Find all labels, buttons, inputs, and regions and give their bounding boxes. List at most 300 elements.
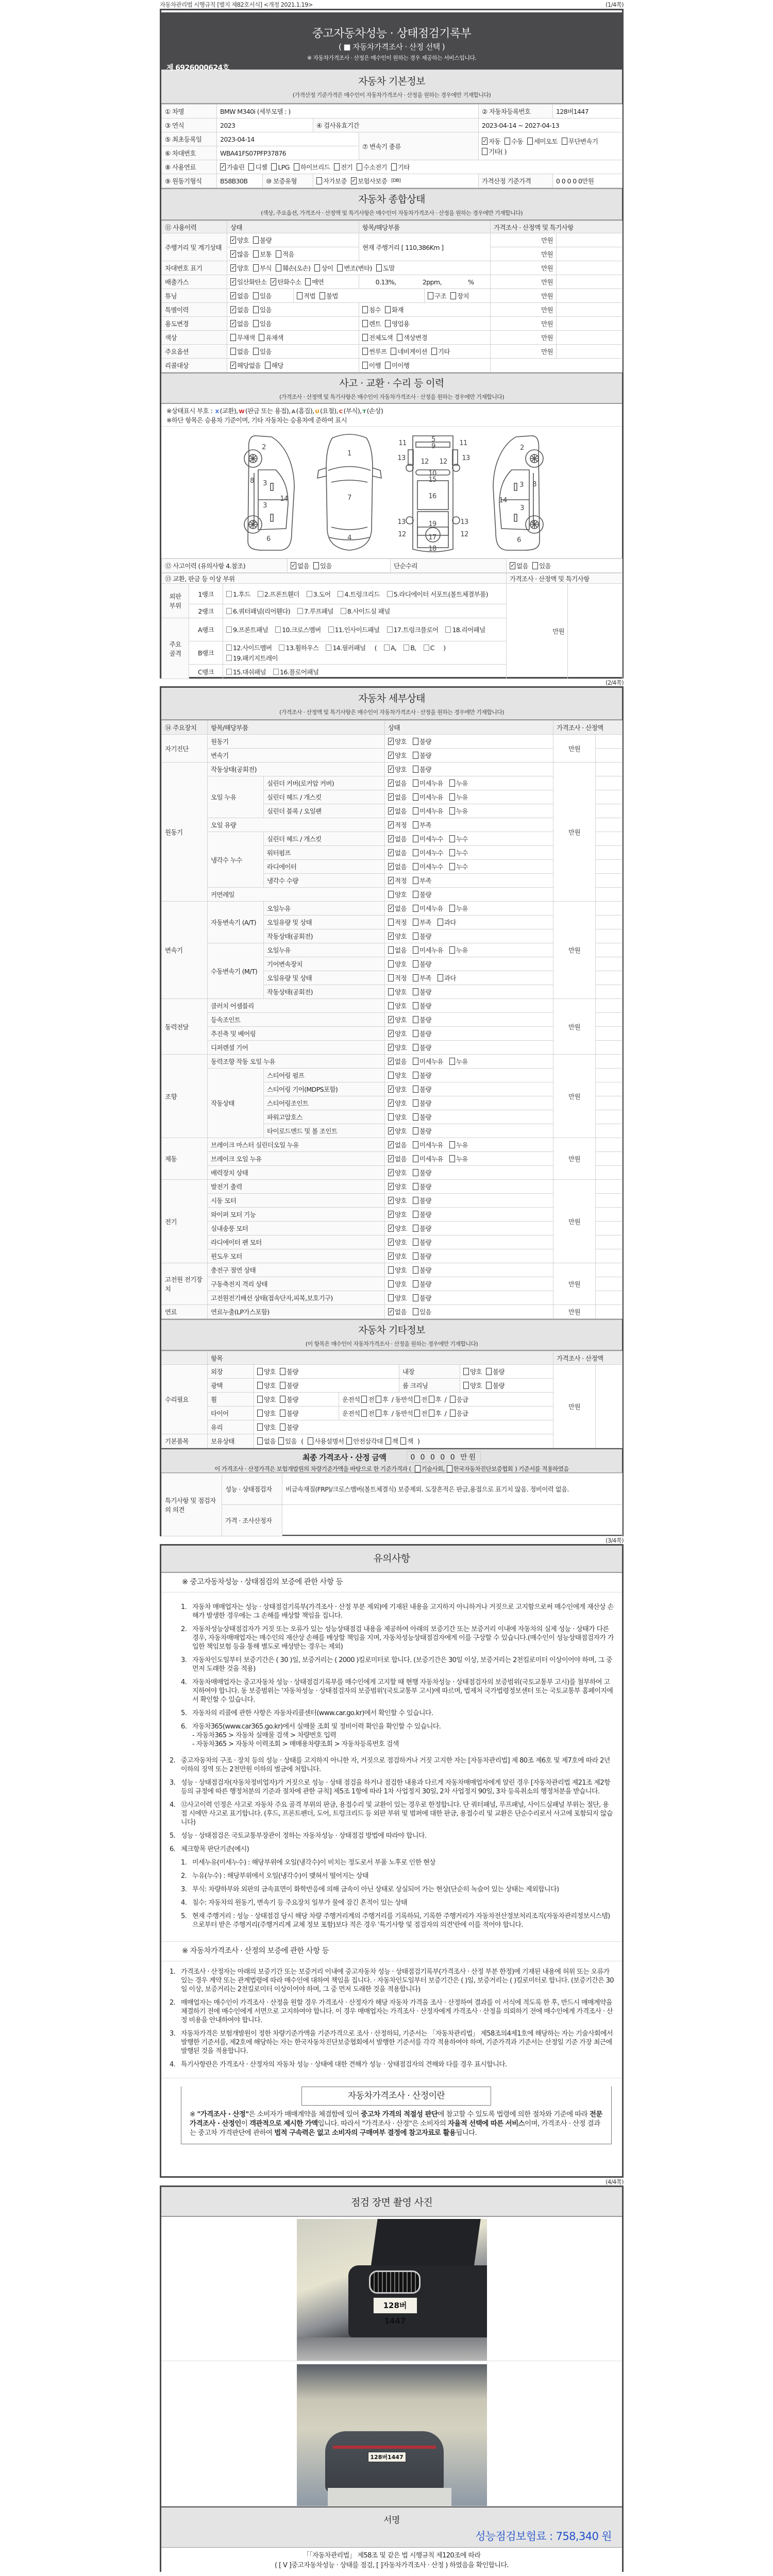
checkbox-icon[interactable] (413, 863, 418, 870)
checked-checkbox-icon[interactable]: ✓ (389, 1058, 393, 1064)
checkbox-option[interactable] (413, 904, 443, 913)
checkbox-icon[interactable] (253, 320, 259, 327)
checkbox-option[interactable] (388, 765, 407, 774)
checkbox-option[interactable] (413, 1140, 443, 1149)
checkbox-icon[interactable] (413, 1086, 418, 1093)
checkbox-icon[interactable] (449, 779, 455, 787)
checkbox-option[interactable] (413, 1251, 431, 1261)
checkbox-option[interactable] (297, 606, 333, 616)
checkbox-option[interactable] (397, 333, 427, 342)
checkbox-icon[interactable] (413, 1183, 418, 1190)
checkbox-icon[interactable] (413, 905, 418, 912)
checkbox-option[interactable] (388, 792, 407, 802)
checkbox-option[interactable] (307, 589, 331, 599)
checkbox-icon[interactable] (257, 1382, 263, 1389)
checkbox-option[interactable] (413, 1057, 443, 1066)
checkbox-option[interactable] (449, 945, 468, 955)
checkbox-icon[interactable] (278, 1437, 284, 1445)
checkbox-icon[interactable] (413, 946, 418, 954)
checkbox-option[interactable] (413, 1265, 431, 1275)
checkbox-option[interactable] (357, 162, 387, 172)
checkbox-icon[interactable] (397, 334, 402, 341)
checkbox-option[interactable] (248, 162, 267, 172)
checkbox-icon[interactable] (388, 988, 394, 995)
checkbox-option[interactable] (429, 1409, 441, 1418)
checkbox-icon[interactable] (388, 960, 394, 968)
checkbox-option[interactable] (388, 1279, 407, 1289)
checkbox-option[interactable] (413, 1126, 431, 1136)
checkbox-icon[interactable] (361, 1410, 367, 1417)
checkbox-icon[interactable] (413, 1002, 418, 1009)
checkbox-option[interactable] (463, 1367, 482, 1376)
checkbox-icon[interactable] (413, 766, 418, 773)
checkbox-option[interactable] (486, 1381, 505, 1390)
checkbox-icon[interactable] (388, 1280, 394, 1287)
checked-checkbox-icon[interactable]: ✓ (389, 1155, 393, 1162)
checkbox-option[interactable] (226, 667, 266, 676)
checkbox-icon[interactable] (362, 334, 368, 341)
checkbox-option[interactable] (391, 347, 427, 356)
checked-checkbox-icon[interactable]: ✓ (291, 562, 296, 569)
checkbox-icon[interactable] (280, 1410, 285, 1417)
checkbox-option[interactable] (463, 1381, 482, 1390)
checkbox-option[interactable] (413, 876, 431, 885)
checkbox-icon[interactable] (428, 292, 433, 299)
checkbox-option[interactable] (388, 1154, 407, 1163)
checked-checkbox-icon[interactable]: ✓ (389, 1308, 393, 1315)
checkbox-icon[interactable] (226, 645, 232, 651)
checkbox-icon[interactable] (362, 306, 368, 313)
checkbox-option[interactable] (376, 263, 395, 273)
checkbox-option[interactable] (230, 277, 266, 286)
checkbox-option[interactable] (413, 1210, 431, 1219)
checkbox-option[interactable] (280, 1381, 298, 1390)
checkbox-option[interactable] (388, 1112, 407, 1122)
checkbox-icon[interactable] (388, 974, 394, 981)
checkbox-option[interactable] (413, 1182, 431, 1191)
checkbox-option[interactable] (404, 644, 416, 652)
checkbox-icon[interactable] (447, 1465, 452, 1472)
checkbox-option[interactable] (388, 1043, 407, 1052)
checkbox-option[interactable] (450, 1409, 468, 1418)
checkbox-icon[interactable] (271, 163, 277, 171)
checkbox-icon[interactable] (385, 362, 391, 369)
checkbox-option[interactable] (226, 606, 290, 616)
checkbox-option[interactable] (334, 162, 352, 172)
checkbox-option[interactable] (253, 305, 272, 314)
checked-checkbox-icon[interactable]: ✓ (389, 752, 393, 758)
checked-checkbox-icon[interactable]: ✓ (389, 849, 393, 856)
checked-checkbox-icon[interactable]: ✓ (389, 1239, 393, 1245)
checkbox-icon[interactable] (449, 905, 455, 912)
checkbox-icon[interactable] (450, 292, 456, 299)
checked-checkbox-icon[interactable]: ✓ (351, 177, 356, 184)
checkbox-option[interactable] (388, 778, 407, 788)
checkbox-icon[interactable] (413, 974, 418, 981)
checkbox-icon[interactable] (316, 177, 322, 184)
checkbox-option[interactable] (449, 848, 468, 857)
checkbox-option[interactable] (253, 249, 272, 259)
checkbox-icon[interactable] (438, 974, 443, 981)
checkbox-option[interactable] (257, 1409, 276, 1418)
checkbox-option[interactable] (413, 1043, 431, 1052)
checkbox-option[interactable] (257, 1367, 276, 1376)
checkbox-option[interactable] (413, 778, 443, 788)
checkbox-icon[interactable] (362, 348, 368, 355)
checked-checkbox-icon[interactable]: ✓ (389, 1183, 393, 1190)
checkbox-option[interactable] (449, 806, 468, 816)
checkbox-option[interactable] (388, 890, 407, 899)
checkbox-option[interactable] (445, 625, 485, 634)
checkbox-option[interactable] (220, 162, 244, 172)
checkbox-icon[interactable] (253, 264, 259, 272)
checkbox-icon[interactable] (449, 1155, 455, 1162)
checkbox-option[interactable] (562, 137, 598, 146)
checkbox-option[interactable] (291, 561, 309, 570)
checkbox-icon[interactable] (226, 626, 232, 633)
checkbox-icon[interactable] (413, 779, 418, 787)
checkbox-option[interactable] (278, 1436, 297, 1446)
checkbox-icon[interactable] (463, 1368, 469, 1375)
checkbox-icon[interactable] (413, 988, 418, 995)
checkbox-icon[interactable] (226, 591, 232, 597)
checkbox-icon[interactable] (253, 292, 259, 299)
checkbox-icon[interactable] (280, 1382, 285, 1389)
checkbox-icon[interactable] (532, 562, 538, 569)
checkbox-icon[interactable] (413, 1308, 418, 1315)
checked-checkbox-icon[interactable]: ✓ (389, 779, 393, 786)
checkbox-icon[interactable] (279, 645, 284, 651)
checkbox-option[interactable] (388, 848, 407, 857)
checkbox-option[interactable] (271, 277, 301, 286)
checked-checkbox-icon[interactable]: ✓ (231, 264, 236, 271)
checked-checkbox-icon[interactable]: ✓ (389, 877, 393, 884)
checkbox-option[interactable] (413, 1279, 431, 1289)
checkbox-option[interactable] (413, 931, 431, 941)
inspection-photo-rear[interactable] (297, 2364, 487, 2506)
checkbox-icon[interactable] (404, 645, 409, 651)
checkbox-icon[interactable] (362, 362, 368, 369)
checkbox-option[interactable] (271, 163, 289, 171)
checkbox-option[interactable] (257, 1381, 276, 1390)
checkbox-option[interactable] (388, 1071, 407, 1080)
checkbox-option[interactable] (413, 1098, 431, 1108)
checkbox-option[interactable] (280, 1367, 298, 1376)
checkbox-icon[interactable] (280, 1423, 285, 1431)
checkbox-option[interactable] (308, 1436, 344, 1446)
checkbox-option[interactable] (230, 361, 261, 370)
checkbox-option[interactable] (413, 959, 431, 969)
checkbox-icon[interactable] (230, 348, 236, 355)
checkbox-option[interactable] (385, 305, 404, 314)
checkbox-icon[interactable] (326, 645, 331, 651)
checked-checkbox-icon[interactable]: ✓ (231, 278, 236, 285)
checkbox-icon[interactable] (276, 264, 281, 272)
checkbox-option[interactable] (413, 973, 431, 982)
checkbox-icon[interactable] (413, 1280, 418, 1287)
checkbox-icon[interactable] (413, 933, 418, 940)
checkbox-option[interactable] (413, 1293, 431, 1302)
checkbox-option[interactable] (313, 561, 332, 570)
checked-checkbox-icon[interactable]: ✓ (389, 1169, 393, 1176)
checkbox-option[interactable] (486, 1367, 505, 1376)
checkbox-option[interactable] (413, 834, 443, 843)
checkbox-option[interactable] (230, 291, 249, 300)
checked-checkbox-icon[interactable]: ✓ (231, 250, 236, 257)
checkbox-option[interactable] (388, 1098, 407, 1108)
checkbox-option[interactable] (362, 333, 393, 342)
checkbox-icon[interactable] (338, 591, 343, 597)
checkbox-option[interactable] (449, 1140, 468, 1149)
checkbox-icon[interactable] (449, 807, 455, 815)
checkbox-option[interactable] (226, 625, 268, 634)
checkbox-option[interactable] (429, 1395, 441, 1404)
checkbox-icon[interactable] (414, 1410, 420, 1417)
checkbox-option[interactable] (424, 644, 434, 652)
checkbox-option[interactable] (388, 1182, 407, 1191)
checkbox-icon[interactable] (385, 1437, 391, 1445)
checkbox-icon[interactable] (424, 645, 429, 651)
checkbox-option[interactable] (388, 987, 407, 996)
checkbox-option[interactable] (428, 291, 446, 300)
checked-checkbox-icon[interactable]: ✓ (389, 1141, 393, 1148)
checkbox-icon[interactable] (226, 655, 232, 661)
checkbox-option[interactable] (276, 263, 310, 273)
checkbox-icon[interactable] (276, 250, 281, 258)
checkbox-option[interactable] (505, 137, 523, 146)
checkbox-option[interactable] (388, 1057, 407, 1066)
checkbox-option[interactable] (362, 361, 381, 370)
checkbox-option[interactable] (413, 848, 443, 857)
checkbox-icon[interactable] (449, 793, 455, 801)
checkbox-option[interactable] (449, 1057, 468, 1066)
checkbox-icon[interactable] (297, 608, 303, 614)
checkbox-option[interactable] (388, 876, 407, 885)
checkbox-icon[interactable] (253, 236, 259, 244)
checkbox-option[interactable] (226, 589, 250, 599)
checkbox-icon[interactable] (463, 1382, 469, 1389)
checkbox-option[interactable] (230, 333, 255, 342)
checkbox-icon[interactable] (413, 919, 418, 926)
checkbox-option[interactable] (413, 945, 443, 955)
checkbox-icon[interactable] (265, 362, 271, 369)
checkbox-icon[interactable] (328, 626, 334, 633)
checkbox-icon[interactable] (449, 1058, 455, 1065)
checkbox-icon[interactable] (257, 1410, 263, 1417)
checkbox-option[interactable] (230, 235, 249, 245)
checkbox-icon[interactable] (450, 1396, 456, 1403)
checkbox-option[interactable] (253, 235, 272, 245)
checkbox-icon[interactable] (385, 306, 391, 313)
checked-checkbox-icon[interactable]: ✓ (389, 933, 393, 939)
checkbox-option[interactable] (346, 1436, 382, 1446)
checkbox-option[interactable] (294, 162, 330, 172)
checkbox-option[interactable] (388, 931, 407, 941)
checkbox-option[interactable] (361, 1395, 374, 1404)
checkbox-option[interactable] (230, 263, 249, 273)
checkbox-option[interactable] (449, 1154, 468, 1163)
checkbox-icon[interactable] (257, 1423, 263, 1431)
checkbox-icon[interactable] (486, 1368, 492, 1375)
checkbox-icon[interactable] (413, 793, 418, 801)
checkbox-option[interactable] (280, 1422, 298, 1432)
checkbox-option[interactable] (413, 1224, 431, 1233)
checked-checkbox-icon[interactable]: ✓ (389, 1099, 393, 1106)
checkbox-option[interactable] (413, 1071, 431, 1080)
checkbox-icon[interactable] (413, 1169, 418, 1176)
checkbox-option[interactable] (388, 1029, 407, 1038)
checked-checkbox-icon[interactable]: ✓ (231, 320, 236, 327)
checked-checkbox-icon[interactable]: ✓ (389, 1127, 393, 1134)
checkbox-icon[interactable] (413, 849, 418, 856)
inspection-photo-front[interactable] (297, 2219, 487, 2361)
checkbox-option[interactable] (388, 1251, 407, 1261)
checkbox-option[interactable] (388, 973, 407, 982)
checkbox-icon[interactable] (376, 264, 382, 272)
checkbox-icon[interactable] (388, 1266, 394, 1274)
checkbox-option[interactable] (230, 305, 249, 314)
checkbox-icon[interactable] (413, 807, 418, 815)
checkbox-option[interactable] (351, 176, 387, 185)
checkbox-option[interactable] (362, 319, 381, 328)
checked-checkbox-icon[interactable]: ✓ (231, 362, 236, 368)
checkbox-icon[interactable] (388, 891, 394, 898)
checkbox-icon[interactable] (429, 1410, 434, 1417)
checkbox-option[interactable] (226, 643, 272, 652)
checkbox-icon[interactable] (449, 946, 455, 954)
checked-checkbox-icon[interactable]: ✓ (221, 163, 225, 170)
checkbox-option[interactable] (362, 305, 381, 314)
checkbox-icon[interactable] (562, 138, 567, 145)
checkbox-option[interactable] (387, 625, 439, 634)
checkbox-icon[interactable] (486, 1382, 492, 1389)
checkbox-icon[interactable] (400, 1437, 406, 1445)
checkbox-option[interactable] (391, 162, 410, 172)
checkbox-option[interactable] (257, 1395, 276, 1404)
checkbox-option[interactable] (230, 319, 249, 328)
checkbox-icon[interactable] (413, 960, 418, 968)
checkbox-option[interactable] (413, 1154, 443, 1163)
checkbox-option[interactable] (280, 1409, 298, 1418)
checkbox-icon[interactable] (361, 1396, 367, 1403)
checkbox-option[interactable] (413, 1307, 431, 1316)
checkbox-option[interactable] (253, 347, 272, 356)
checkbox-option[interactable] (388, 959, 407, 969)
checkbox-option[interactable] (257, 1436, 276, 1446)
checkbox-option[interactable] (413, 1168, 431, 1177)
checked-checkbox-icon[interactable]: ✓ (389, 835, 393, 842)
checkbox-option[interactable] (413, 751, 431, 760)
checkbox-option[interactable] (384, 644, 396, 652)
checked-checkbox-icon[interactable]: ✓ (389, 905, 393, 911)
checkbox-option[interactable] (388, 862, 407, 871)
checkbox-option[interactable] (385, 1436, 398, 1446)
checkbox-option[interactable] (257, 1422, 276, 1432)
checkbox-icon[interactable] (357, 163, 362, 171)
checkbox-icon[interactable] (388, 1072, 394, 1079)
checkbox-icon[interactable] (413, 1072, 418, 1079)
checkbox-option[interactable] (305, 277, 324, 286)
checkbox-icon[interactable] (257, 1396, 263, 1403)
checkbox-option[interactable] (414, 1409, 427, 1418)
checkbox-option[interactable] (385, 361, 409, 370)
checkbox-option[interactable] (400, 1436, 413, 1446)
checkbox-option[interactable] (253, 291, 272, 300)
checkbox-option[interactable] (253, 319, 272, 328)
checkbox-option[interactable] (510, 561, 528, 570)
checkbox-option[interactable] (413, 890, 431, 899)
checkbox-option[interactable] (527, 137, 558, 146)
checked-checkbox-icon[interactable]: ✓ (231, 292, 236, 299)
checkbox-icon[interactable] (294, 163, 299, 171)
checkbox-option[interactable] (376, 1409, 388, 1418)
checked-checkbox-icon[interactable]: ✓ (389, 863, 393, 870)
checkbox-option[interactable] (532, 561, 551, 570)
checked-checkbox-icon[interactable]: ✓ (271, 278, 276, 285)
checked-checkbox-icon[interactable]: ✓ (389, 821, 393, 828)
checkbox-option[interactable] (314, 263, 333, 273)
checkbox-option[interactable] (415, 1465, 445, 1473)
checkbox-option[interactable] (337, 263, 372, 273)
checkbox-icon[interactable] (413, 1058, 418, 1065)
checkbox-icon[interactable] (413, 1294, 418, 1301)
checkbox-icon[interactable] (226, 608, 232, 614)
checked-checkbox-icon[interactable]: ✓ (389, 1086, 393, 1092)
checkbox-icon[interactable] (450, 1410, 456, 1417)
checkbox-option[interactable] (413, 737, 431, 746)
checkbox-icon[interactable] (320, 292, 325, 299)
checkbox-icon[interactable] (413, 1030, 418, 1037)
checkbox-icon[interactable] (413, 1044, 418, 1051)
checkbox-option[interactable] (388, 737, 407, 746)
checkbox-icon[interactable] (413, 1113, 418, 1121)
checkbox-icon[interactable] (259, 334, 264, 341)
checkbox-option[interactable] (388, 1126, 407, 1136)
checkbox-option[interactable] (297, 291, 315, 300)
checkbox-option[interactable] (279, 643, 318, 652)
checkbox-option[interactable] (385, 319, 409, 328)
checkbox-option[interactable] (388, 1238, 407, 1247)
checked-checkbox-icon[interactable]: ✓ (231, 306, 236, 313)
checkbox-option[interactable] (413, 987, 431, 996)
checkbox-option[interactable] (230, 347, 249, 356)
checkbox-icon[interactable] (413, 1197, 418, 1204)
checkbox-option[interactable] (413, 1029, 431, 1038)
checkbox-icon[interactable] (413, 1211, 418, 1218)
checkbox-icon[interactable] (385, 320, 391, 327)
checkbox-icon[interactable] (413, 1252, 418, 1260)
checkbox-option[interactable] (326, 643, 365, 652)
checkbox-option[interactable] (388, 1307, 407, 1316)
checkbox-icon[interactable] (391, 348, 396, 355)
checkbox-icon[interactable] (413, 1155, 418, 1162)
checked-checkbox-icon[interactable]: ✓ (389, 807, 393, 814)
checkbox-icon[interactable] (280, 1368, 285, 1375)
checkbox-icon[interactable] (388, 946, 394, 954)
checkbox-option[interactable] (230, 249, 249, 259)
checkbox-option[interactable] (388, 918, 407, 927)
checkbox-option[interactable] (388, 1224, 407, 1233)
checkbox-option[interactable] (388, 820, 407, 829)
checkbox-option[interactable] (413, 918, 431, 927)
checkbox-option[interactable] (450, 1395, 468, 1404)
checkbox-icon[interactable] (413, 835, 418, 842)
checkbox-option[interactable] (413, 820, 431, 829)
checkbox-icon[interactable] (388, 1113, 394, 1121)
checkbox-option[interactable] (413, 792, 443, 802)
checkbox-icon[interactable] (388, 919, 394, 926)
checkbox-icon[interactable] (248, 163, 254, 171)
